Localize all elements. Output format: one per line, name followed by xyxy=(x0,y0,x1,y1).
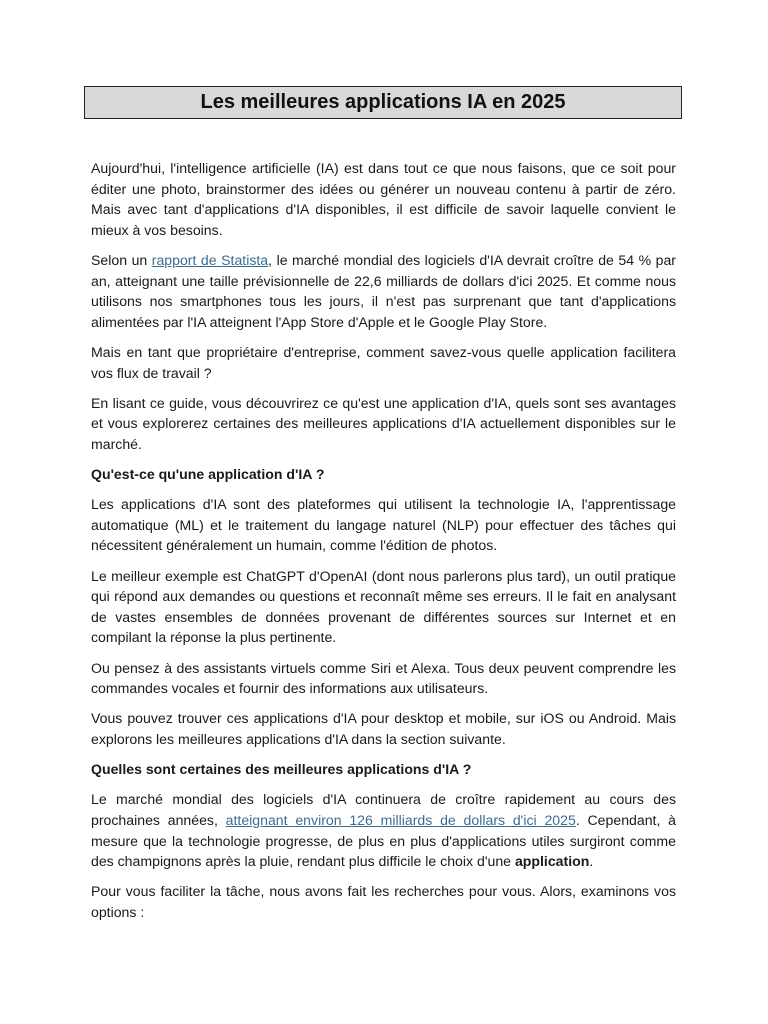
paragraph-ai-apps-definition: Les applications d'IA sont des plateformes qui utilisent la technologie IA, l'apprentissage automatique (ML) et le traitement du langage naturel (NLP) pour effectuer des tâches qui nécessitent généralement un humain, comme l'édition de photos. xyxy=(91,496,676,554)
paragraph-market-before: Le marché mondial des logiciels d'IA continuera de croître rapidement au cours des prochaines années, xyxy=(91,791,676,828)
paragraph-platforms: Vous pouvez trouver ces applications d'IA pour desktop et mobile, sur iOS ou Android. Mais explorons les meilleures applications d'IA dans la section suivante. xyxy=(91,710,676,747)
paragraph-statista xyxy=(91,250,676,332)
article-body xyxy=(91,158,676,932)
heading-what-is-ai-app: Qu'est-ce qu'une application d'IA ? xyxy=(91,466,325,483)
paragraph-statista-before: Selon un xyxy=(91,251,152,268)
paragraph-market-growth xyxy=(91,789,676,871)
paragraph-market-middle: . Cependant, à mesure que la technologie progresse, de plus en plus d'applications utiles surgiront comme des champignons après la pluie, rendant plus difficile le choix d'une xyxy=(91,811,676,870)
paragraph-market-after: . xyxy=(589,853,594,870)
page-title: Les meilleures applications IA en 2025 xyxy=(200,91,566,113)
paragraph-statista-after: , le marché mondial des logiciels d'IA devrait croître de 54 % par an, atteignant une taille prévisionnelle de 22,6 milliards de dollars d'ici 2025. Et comme nous utilisons nos smartphones tous les jours, il n'est pas surprenant que tant d'applications alimentées par l'IA atteignent l'App Store d'Apple et le Google Play Store. xyxy=(91,251,676,330)
market-growth-link[interactable]: atteignant environ 126 milliards de dollars d'ici 2025 xyxy=(225,811,576,828)
bold-application: application xyxy=(514,853,590,870)
paragraph-guide: En lisant ce guide, vous découvrirez ce qu'est une application d'IA, quels sont ses avantages et vous explorerez certaines des meilleures applications d'IA actuellement disponibles sur le marché. xyxy=(91,394,676,452)
paragraph-options: Pour vous faciliter la tâche, nous avons fait les recherches pour vous. Alors, examinons vos options : xyxy=(91,883,676,920)
statista-report-link[interactable]: rapport de Statista xyxy=(151,251,269,268)
heading-best-ai-apps: Quelles sont certaines des meilleures applications d'IA ? xyxy=(91,761,472,778)
paragraph-chatgpt-example: Le meilleur exemple est ChatGPT d'OpenAI (dont nous parlerons plus tard), un outil pratique qui répond aux demandes ou questions et reconnaît même ses erreurs. Il le fait en analysant de vastes ensembles de données provenant de différentes sources sur Internet et en compilant la réponse la plus pertinente. xyxy=(91,567,676,646)
paragraph-owner-question: Mais en tant que propriétaire d'entreprise, comment savez-vous quelle application facilitera vos flux de travail ? xyxy=(91,343,676,381)
title-box xyxy=(84,86,682,119)
paragraph-intro: Aujourd'hui, l'intelligence artificielle (IA) est dans tout ce que nous faisons, que ce soit pour éditer une photo, brainstormer des idées ou générer un nouveau contenu à partir de zéro. Mais avec tant d'applications d'IA disponibles, il est difficile de savoir laquelle convient le mieux à vos besoins. xyxy=(91,160,676,238)
paragraph-virtual-assistants: Ou pensez à des assistants virtuels comme Siri et Alexa. Tous deux peuvent comprendre les commandes vocales et fournir des informations aux utilisateurs. xyxy=(91,659,676,697)
